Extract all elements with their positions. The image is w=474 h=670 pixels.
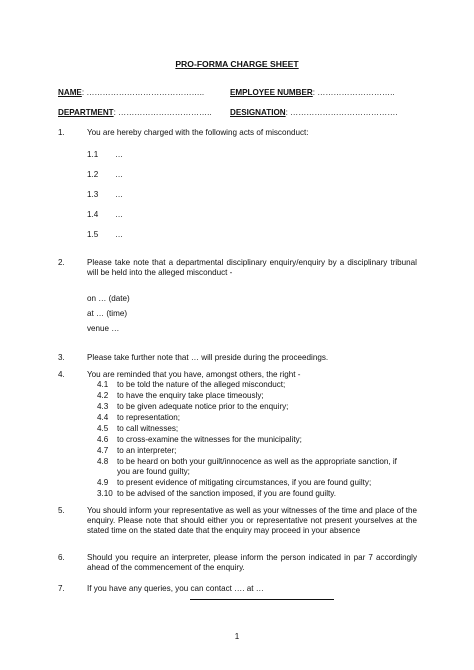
item-number: 4.1 [97,380,109,389]
document-title: PRO-FORMA CHARGE SHEET [175,59,299,69]
enquiry-time: at … (time) [87,309,128,318]
section-2-text: Please take note that a departmental disciplinary enquiry/enquiry by a disciplinary tribunal will be held into the alleged misconduct - [87,258,417,277]
item-number: 4.7 [97,446,109,455]
list-item [87,230,123,240]
list-item [97,413,180,423]
section-7-number: 7. [58,584,65,593]
item-text: … [115,230,124,239]
item-number: 4.3 [97,402,109,411]
section-2-number: 2. [58,258,65,267]
page-number: 1 [234,632,240,641]
employee-number-label: EMPLOYEE NUMBER [230,88,313,97]
item-text: to be heard on both your guilt/innocence as well as the appropriate sanction, if [117,457,397,466]
item-number: 1.3 [87,190,99,199]
employee-number-field [230,88,395,98]
department-value: : …………………………….. [113,108,212,117]
list-item [97,457,397,467]
designation-label: DESIGNATION [230,108,286,117]
section-3-number: 3. [58,353,65,362]
section-4-number: 4. [58,370,65,379]
list-item [97,446,176,456]
signature-line [190,599,334,600]
section-3-text: Please take further note that … will preside during the proceedings. [87,353,329,362]
item-text: … [115,150,124,159]
item-text: … [115,170,124,179]
name-label: NAME [58,88,82,97]
department-field [58,108,212,118]
item-text: to call witnesses; [117,424,179,433]
item-text: to be given adequate notice prior to the enquiry; [117,402,289,411]
employee-number-value: : ……………………….. [312,88,395,97]
list-item [87,170,123,180]
item-number: 3.10 [97,489,113,498]
list-item [87,190,123,200]
item-number: 4.9 [97,478,109,487]
list-item [97,435,302,445]
section-1-number: 1. [58,128,65,137]
item-text: you are found guilty; [117,467,190,476]
item-text: to cross-examine the witnesses for the municipality; [117,435,302,444]
item-number: 1.4 [87,210,99,219]
section-6-text: Should you require an interpreter, please inform the person indicated in par 7 accordingly ahead of the commencement of the enquiry. [87,553,417,572]
item-number: 1.2 [87,170,99,179]
item-number: 4.8 [97,457,109,466]
list-item [97,380,285,390]
item-text: to representation; [117,413,180,422]
item-text: to present evidence of mitigating circumstances, if you are found guilty; [117,478,372,487]
item-text: to be told the nature of the alleged misconduct; [117,380,286,389]
section-7-text: If you have any queries, you can contact …. at … [87,584,264,593]
section-5-text: You should inform your representative as well as your witnesses of the time and place of the enquiry. Please note that should either you or representative not present yourselves at the stated time on the stated date that the enquiry may proceed in your absence [87,506,417,535]
item-number: 4.2 [97,391,109,400]
section-4-text: You are reminded that you have, amongst others, the right - [87,370,301,379]
list-item [97,391,264,401]
list-item [97,478,371,488]
item-number: 4.4 [97,413,109,422]
list-item [97,489,336,499]
item-text: to be advised of the sanction imposed, if you are found guilty. [117,489,336,498]
item-number: 1.5 [87,230,99,239]
item-text: … [115,190,124,199]
section-5-number: 5. [58,506,65,515]
item-text: to an interpreter; [117,446,177,455]
enquiry-venue: venue … [87,324,120,333]
item-number: 4.6 [97,435,109,444]
section-1-text: You are hereby charged with the following acts of misconduct: [87,128,309,137]
name-field [58,88,204,98]
section-6-number: 6. [58,553,65,562]
list-item [87,210,123,220]
item-number: 4.5 [97,424,109,433]
designation-value: : …………………………………. [285,108,398,117]
item-text: … [115,210,124,219]
list-item [97,424,178,434]
name-value: : …………………………………….. [81,88,205,97]
department-label: DEPARTMENT [58,108,114,117]
item-number: 1.1 [87,150,99,159]
item-text: to have the enquiry take place timeously; [117,391,264,400]
designation-field [230,108,398,118]
list-item [97,402,288,412]
enquiry-date: on … (date) [87,294,130,303]
list-item [97,467,190,477]
list-item [87,150,123,160]
